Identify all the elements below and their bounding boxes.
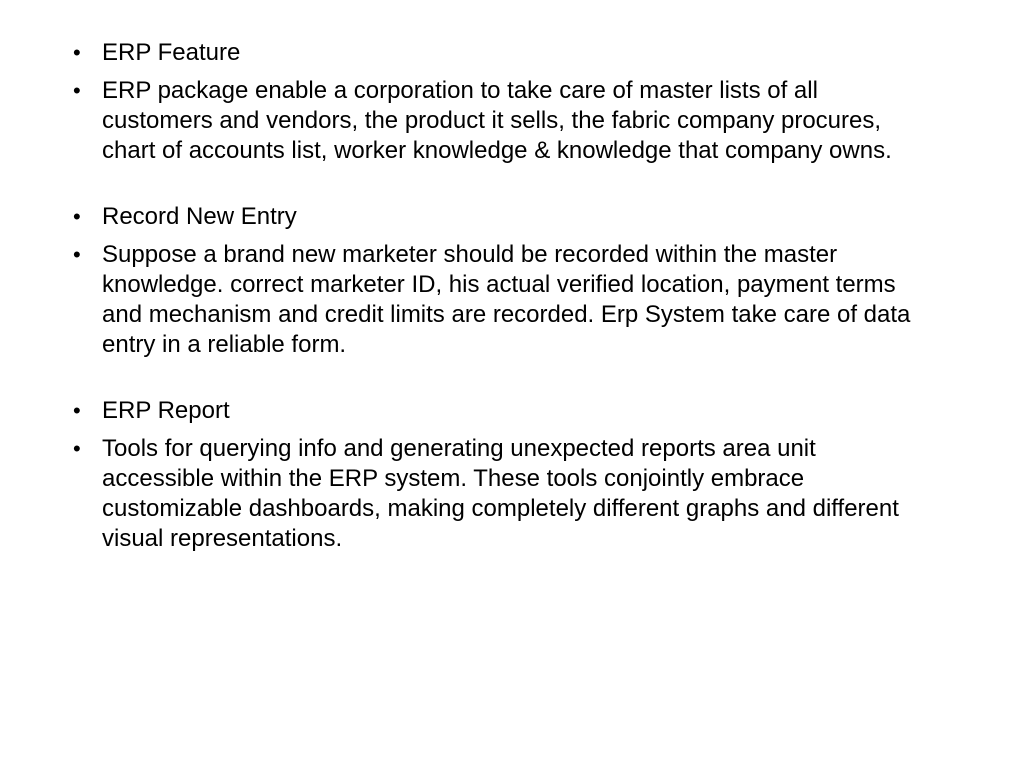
bullet-text: Record New Entry — [102, 203, 297, 230]
bullet-item-record-new-entry-body — [64, 240, 934, 360]
bullet-icon: • — [73, 204, 81, 229]
bullet-icon: • — [73, 436, 81, 461]
bullet-text: ERP Feature — [102, 39, 241, 66]
bullet-text: Suppose a brand new marketer should be recorded within the master knowledge. correct marketer ID, his actual verified location, payment terms and mechanism and credit limits are recorded. Erp System take care of data entry in a reliable form. — [102, 241, 911, 358]
bullet-item-record-new-entry-heading — [64, 202, 934, 232]
bullet-item-erp-report-body — [64, 434, 934, 554]
bullet-icon: • — [73, 40, 81, 65]
bullet-list — [64, 38, 934, 562]
bullet-icon: • — [73, 78, 81, 103]
bullet-item-erp-report-heading — [64, 396, 934, 426]
bullet-icon: • — [73, 242, 81, 267]
bullet-text: ERP Report — [102, 397, 230, 424]
bullet-icon: • — [73, 398, 81, 423]
bullet-item-erp-feature-body — [64, 76, 934, 166]
bullet-item-erp-feature-heading — [64, 38, 934, 68]
bullet-text: ERP package enable a corporation to take care of master lists of all customers and vendors, the product it sells, the fabric company procures, chart of accounts list, worker knowledge & knowledge that company owns. — [102, 77, 892, 164]
bullet-text: Tools for querying info and generating unexpected reports area unit accessible within the ERP system. These tools conjointly embrace customizable dashboards, making completely different graphs and different visual representations. — [102, 435, 899, 552]
